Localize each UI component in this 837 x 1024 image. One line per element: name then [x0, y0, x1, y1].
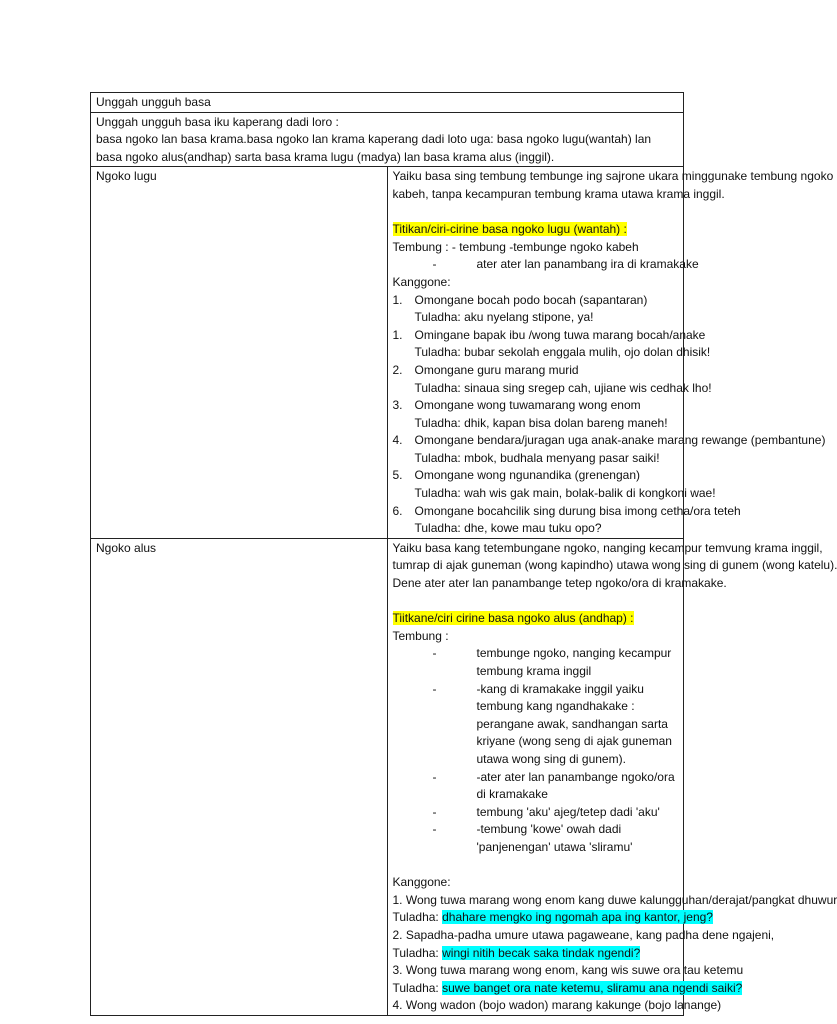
- intro-line: Unggah ungguh basa iku kaperang dadi loro :: [96, 114, 339, 129]
- list-item-text: Omongane wong tuwamarang wong enom: [414, 398, 641, 413]
- list-item-example: [392, 980, 743, 998]
- intro-cell: [91, 112, 684, 167]
- ngoko-alus-label-cell: [91, 538, 388, 1015]
- dash-marker: -: [432, 769, 437, 784]
- ngoko-lugu-kanggone-label: Kanggone:: [392, 274, 451, 289]
- list-item-example: Tuladha: mbok, budhala menyang pasar saiki!: [414, 450, 660, 465]
- highlighted-heading: Titikan/ciri-cirine basa ngoko lugu (wantah) :: [392, 222, 627, 237]
- table-header-row: [91, 93, 684, 113]
- bullet-text: tembung 'aku' ajeg/tetep dadi 'aku': [476, 804, 660, 819]
- list-item-example: Tuladha: aku nyelang stipone, ya!: [414, 310, 594, 325]
- ngoko-lugu-content-cell: [387, 167, 834, 538]
- highlighted-example: wingi nitih becak saka tindak ngendi?: [442, 945, 641, 960]
- spacer: [393, 857, 679, 875]
- ngoko-lugu-desc-line: Yaiku basa sing tembung tembunge ing sajrone ukara minggunake tembung ngoko: [392, 169, 834, 184]
- list-item-text: Omongane bendara/juragan uga anak-anake marang rewange (pembantune): [414, 433, 826, 448]
- ngoko-alus-desc-line: Dene ater ater lan panambange tetep ngoko/ora di kramakake.: [392, 576, 727, 591]
- ngoko-lugu-desc-line: kabeh, tanpa kecampuran tembung krama utawa krama inggil.: [392, 186, 725, 201]
- ngoko-lugu-row: [91, 167, 684, 538]
- ngoko-alus-tembung-list: [393, 645, 679, 856]
- bullet-text: -tembung 'kowe' owah dadi 'panjenengan' utawa 'sliramu': [476, 822, 633, 854]
- example-label: Tuladha:: [392, 910, 439, 925]
- bullet-item: [393, 821, 679, 856]
- list-number: 1.: [392, 327, 403, 342]
- list-item: 4. Wong wadon (bojo wadon) marang kakunge (bojo lanange): [392, 998, 722, 1013]
- bullet-text: -ater ater lan panambange ngoko/ora di kramakake: [476, 769, 675, 802]
- ngoko-lugu-ciri-heading: [393, 221, 679, 239]
- list-number: 2.: [392, 362, 403, 377]
- list-item-text: Omongane wong ngunandika (grenengan): [414, 468, 640, 483]
- list-item: [393, 397, 679, 415]
- list-item-example: [393, 945, 679, 963]
- dash-marker: -: [432, 681, 437, 696]
- list-item-example: Tuladha: bubar sekolah enggala mulih, ojo dolan dhisik!: [414, 345, 711, 360]
- list-item: [393, 292, 679, 310]
- list-number: 5.: [392, 468, 403, 483]
- spacer: [393, 593, 679, 611]
- list-item: 1. Wong tuwa marang wong enom kang duwe kalungguhan/derajat/pangkat dhuwur: [392, 892, 837, 907]
- spacer: [393, 204, 679, 222]
- list-item-example: Tuladha: sinaua sing sregep cah, ujiane wis cedhak lho!: [414, 380, 712, 395]
- ngoko-alus-desc-line: tumrap di ajak guneman (wong kapindho) utawa wong sing di gunem (wong katelu).: [392, 558, 837, 573]
- ngoko-alus-tembung-label: Tembung :: [392, 628, 449, 643]
- list-item: [393, 362, 679, 380]
- list-item: 2. Sapadha-padha umure utawa pagaweane, kang padha dene ngajeni,: [392, 927, 775, 942]
- list-item-text: Omongane bocah podo bocah (sapantaran): [414, 292, 648, 307]
- bullet-item: [393, 645, 679, 680]
- table-header-title: Unggah ungguh basa: [96, 95, 211, 109]
- list-item-text: Omingane bapak ibu /wong tuwa marang bocah/anake: [414, 327, 706, 342]
- intro-row: [91, 112, 684, 167]
- intro-line: basa ngoko lan basa krama.basa ngoko lan krama kaperang dadi loto uga: basa ngoko lugu(wantah) lan: [96, 132, 652, 147]
- ngoko-lugu-tembung-line-2: [393, 256, 699, 274]
- list-item: [392, 432, 826, 450]
- ngoko-alus-content-cell: [387, 538, 837, 1015]
- example-label: Tuladha:: [392, 980, 439, 995]
- dash-marker: -: [432, 822, 437, 837]
- dash-marker: -: [432, 257, 437, 272]
- bullet-item: [393, 804, 679, 822]
- ngoko-lugu-label-cell: [91, 167, 388, 538]
- highlighted-example: suwe banget ora nate ketemu, sliramu ana ngendi saiki?: [442, 980, 743, 995]
- list-item-text: Omongane guru marang murid: [414, 362, 579, 377]
- highlighted-example: dhahare mengko ing ngomah apa ing kantor, jeng?: [442, 910, 713, 925]
- list-item-example: [392, 909, 713, 927]
- ngoko-alus-label: Ngoko alus: [96, 540, 157, 555]
- list-item-example: Tuladha: wah wis gak main, bolak-balik di kongkoni wae!: [414, 486, 716, 501]
- ngoko-alus-kanggone-label: Kanggone:: [392, 875, 451, 890]
- example-label: Tuladha:: [392, 945, 439, 960]
- ngoko-alus-desc-line: Yaiku basa kang tetembungane ngoko, nanging kecampur temvung krama inggil,: [392, 540, 823, 555]
- dash-marker: -: [432, 804, 437, 819]
- list-item: 3. Wong tuwa marang wong enom, kang wis suwe ora tau ketemu: [392, 963, 744, 978]
- bullet-text: tembunge ngoko, nanging kecampur tembung krama inggil: [476, 646, 672, 678]
- list-item: [393, 467, 679, 485]
- ngoko-alus-ciri-heading: [393, 610, 679, 628]
- highlighted-heading: Tiitkane/ciri cirine basa ngoko alus (andhap) :: [392, 611, 634, 626]
- unggah-ungguh-table: [90, 92, 837, 1016]
- list-item: [392, 327, 706, 345]
- list-item-text: Omongane bocahcilik sing durung bisa imong cetha/ora teteh: [414, 503, 741, 518]
- list-item: [392, 503, 741, 521]
- ngoko-lugu-usage-list: [392, 292, 826, 538]
- bullet-text: -kang di kramakake inggil yaiku tembung kang ngandhakake : perangane awak, sandhangan sarta kriyane (wong seng di ajak guneman utawa wong sing di gunem).: [476, 681, 672, 766]
- table-header-cell: [91, 93, 684, 113]
- ngoko-alus-row: [91, 538, 684, 1015]
- list-item-example: Tuladha: dhe, kowe mau tuku opo?: [414, 521, 602, 536]
- tembung-text: ater ater lan panambang ira di kramakake: [476, 257, 699, 272]
- ngoko-lugu-label: Ngoko lugu: [96, 169, 157, 184]
- intro-line: basa ngoko alus(andhap) sarta basa krama lugu (madya) lan basa krama alus (inggil).: [96, 149, 555, 164]
- list-number: 3.: [392, 398, 403, 413]
- list-number: 1.: [392, 292, 403, 307]
- list-item-example: Tuladha: dhik, kapan bisa dolan bareng maneh!: [414, 415, 668, 430]
- ngoko-lugu-tembung-line: Tembung : - tembung -tembunge ngoko kabeh: [392, 239, 639, 254]
- list-number: 4.: [392, 433, 403, 448]
- list-number: 6.: [392, 503, 403, 518]
- dash-marker: -: [432, 646, 437, 661]
- bullet-item: [393, 769, 679, 804]
- bullet-item: [393, 681, 679, 769]
